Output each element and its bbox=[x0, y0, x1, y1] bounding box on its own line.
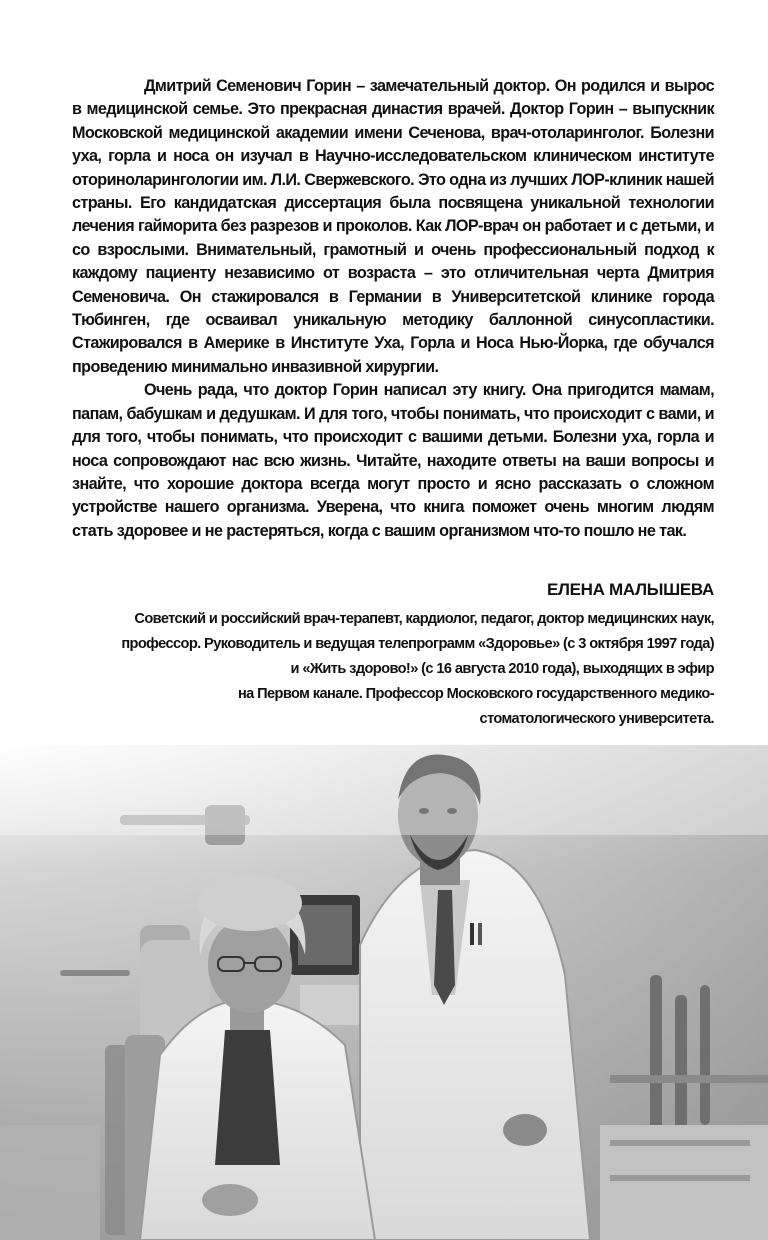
paragraph-2: Очень рада, что доктор Горин написал эту книгу. Она пригодится мамам, папам, бабушкам и дедушкам. И для того, чтобы понимать, что происходит с вами, и для того, чтобы понимать, что происходит с вашими детьми. Болезни уха, горла и носа сопровождают нас всю жизнь. Читайте, находите ответы на ваши вопросы и знайте, что хорошие доктора всегда могут просто и ясно рассказать о сложном устройстве нашего организма. Уверена, что книга поможет очень многим людям стать здоровее и не растеряться, когда с вашим организмом что-то пошло не так. bbox=[72, 381, 714, 540]
bio-line: стоматологического университета. bbox=[479, 711, 714, 727]
author-bio bbox=[54, 607, 714, 732]
photo-illustration bbox=[0, 745, 768, 1240]
article-text bbox=[72, 75, 714, 543]
bio-line: Советский и российский врач-терапевт, кардиолог, педагог, доктор медицинских наук, bbox=[134, 611, 714, 627]
doctors-photo bbox=[0, 745, 768, 1240]
bio-line: и «Жить здорово!» (с 16 августа 2010 года), выходящих в эфир bbox=[290, 661, 714, 677]
bio-line: профессор. Руководитель и ведущая телепрограмм «Здоровье» (с 3 октября 1997 года) bbox=[121, 636, 714, 652]
author-name: ЕЛЕНА МАЛЫШЕВА bbox=[546, 580, 714, 599]
paragraph-1: Дмитрий Семенович Горин – замечательный доктор. Он родился и вырос в медицинской семье. Это прекрасная династия врачей. Доктор Горин – выпускник Московской медицинской академии имени Сеченова, врач-отоларинголог. Болезни уха, горла и носа он изучал в Научно-исследовательском клиническом институте оториноларингологии им. Л.И. Свержевского. Это одна из лучших ЛОР-клиник нашей страны. Его кандидатская диссертация была посвящена уникальной технологии лечения гайморита без разрезов и проколов. Как ЛОР-врач он работает и с детьми, и со взрослыми. Внимательный, грамотный и очень профессиональный подход к каждому пациенту независимо от возраста – это отличительная черта Дмитрия Семеновича. Он стажировался в Германии в Университетской клинике города Тюбинген, где осваивал уникальную методику баллонной синусопластики. Стажировался в Америке в Институте Уха, Горла и Носа Нью-Йорка, где обучался проведению минимально инвазивной хирургии. bbox=[72, 77, 714, 376]
bio-line: на Первом канале. Профессор Московского государственного медико- bbox=[237, 686, 714, 702]
